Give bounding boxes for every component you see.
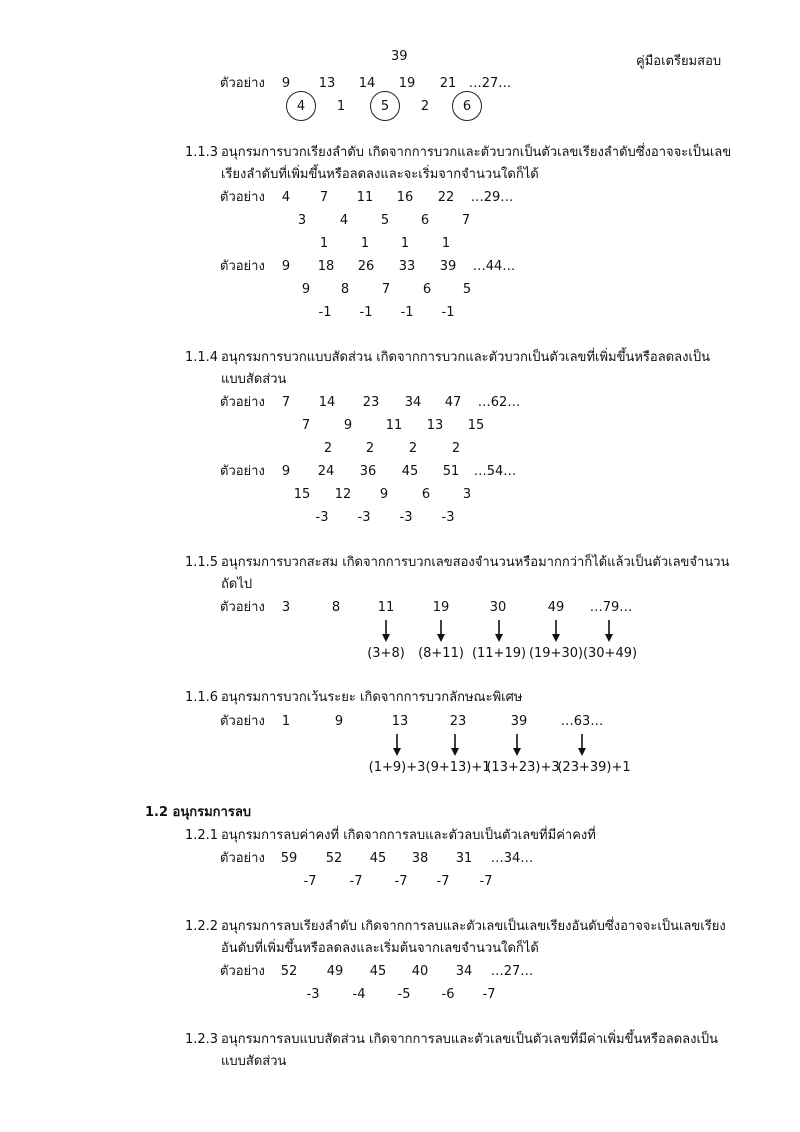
seq-number: 34 (455, 964, 473, 979)
seq-number: 14 (318, 395, 336, 410)
book-title: คู่มือเตรียมสอบ (636, 54, 722, 69)
diff-number: -1 (359, 305, 373, 320)
diff-number: 13 (426, 418, 444, 433)
seq-number: 40 (411, 964, 429, 979)
seq-number: …62… (477, 395, 521, 410)
seq-number: 18 (317, 259, 335, 274)
section-text: อนุกรมการบวกเรียงลำดับ เกิดจากการบวกและตัวบวกเป็นตัวเลขเรียงลำดับซึ่งอาจจะเป็นเลข (221, 145, 732, 160)
example-label: ตัวอย่าง (220, 464, 265, 479)
formula: (9+13)+1 (425, 760, 491, 775)
seq-number: …79… (589, 600, 633, 615)
diff-number: 1 (441, 236, 451, 251)
diff-number: 6 (422, 282, 432, 297)
example-label: ตัวอย่าง (220, 964, 265, 979)
seq-number: 13 (318, 76, 336, 91)
section-number: 1.1.5 (185, 555, 219, 570)
seq-number: 9 (281, 76, 291, 91)
section-text: อนุกรมการลบแบบสัดส่วน เกิดจากการลบและตัวเลขเป็นตัวเลขที่มีค่าเพิ่มขึ้นหรือลดลงเป็น (221, 1032, 719, 1047)
section-text: เรียงลำดับที่เพิ่มขึ้นหรือลดลงและจะเริ่มจากจำนวนใดก็ได้ (221, 167, 539, 182)
seq-number: 47 (444, 395, 462, 410)
example-label: ตัวอย่าง (220, 76, 265, 91)
diff-number: 5 (380, 99, 390, 114)
down-arrow-icon (450, 734, 460, 756)
seq-number: 11 (356, 190, 374, 205)
seq-number: 22 (437, 190, 455, 205)
seq-number: 7 (281, 395, 291, 410)
down-arrow-icon (604, 620, 614, 642)
seq-number: 45 (369, 851, 387, 866)
diff-number: 9 (379, 487, 389, 502)
seq-number: …27… (468, 76, 512, 91)
diff-number: -4 (352, 987, 366, 1002)
section-text: อนุกรมการลบเรียงลำดับ เกิดจากการลบและตัวเลขเป็นเลขเรียงอันดับซึ่งอาจจะเป็นเลขเรียง (221, 919, 726, 934)
seq-number: 24 (317, 464, 335, 479)
seq-number: …44… (472, 259, 516, 274)
example-label: ตัวอย่าง (220, 851, 265, 866)
diff-number: -3 (399, 510, 413, 525)
down-arrow-icon (577, 734, 587, 756)
formula: (1+9)+3 (368, 760, 426, 775)
seq-number: 38 (411, 851, 429, 866)
diff-number: -1 (318, 305, 332, 320)
diff-number: 2 (365, 441, 375, 456)
seq-number: 23 (449, 714, 467, 729)
seq-number: 34 (404, 395, 422, 410)
seq-number: 19 (398, 76, 416, 91)
diff-number: -7 (394, 874, 408, 889)
diff-number: 6 (421, 487, 431, 502)
seq-number: 30 (489, 600, 507, 615)
section-text: อนุกรมการบวกสะสม เกิดจากการบวกเลขสองจำนวนหรือมากกว่าก็ได้แล้วเป็นตัวเลขจำนวน (221, 555, 730, 570)
diff-number: 3 (297, 213, 307, 228)
down-arrow-icon (381, 620, 391, 642)
diff-number: 1 (400, 236, 410, 251)
section-text: อนุกรมการลบค่าคงที่ เกิดจากการลบและตัวลบเป็นตัวเลขที่มีค่าคงที่ (221, 828, 596, 843)
section-number: 1.2.3 (185, 1032, 219, 1047)
seq-number: …54… (473, 464, 517, 479)
seq-number: 33 (398, 259, 416, 274)
seq-number: 3 (281, 600, 291, 615)
example-label: ตัวอย่าง (220, 190, 265, 205)
section-text: แบบสัดส่วน (221, 372, 287, 387)
seq-number: …63… (560, 714, 604, 729)
seq-number: 49 (547, 600, 565, 615)
example-label: ตัวอย่าง (220, 395, 265, 410)
section-text: อนุกรมการบวกแบบสัดส่วน เกิดจากการบวกและตัวบวกเป็นตัวเลขที่เพิ่มขึ้นหรือลดลงเป็น (221, 350, 711, 365)
diff-number: 6 (420, 213, 430, 228)
diff-number: -5 (397, 987, 411, 1002)
example-label: ตัวอย่าง (220, 714, 265, 729)
diff-number: -7 (479, 874, 493, 889)
diff-number: -3 (306, 987, 320, 1002)
diff-number: 8 (340, 282, 350, 297)
diff-number: -7 (303, 874, 317, 889)
down-arrow-icon (551, 620, 561, 642)
seq-number: 45 (369, 964, 387, 979)
diff-number: 6 (462, 99, 472, 114)
diff-number: 12 (334, 487, 352, 502)
seq-number: 23 (362, 395, 380, 410)
seq-number: …34… (490, 851, 534, 866)
seq-number: 1 (281, 714, 291, 729)
seq-number: 13 (391, 714, 409, 729)
diff-number: 9 (343, 418, 353, 433)
diff-number: 4 (339, 213, 349, 228)
diff-number: 1 (336, 99, 346, 114)
diff-number: -1 (400, 305, 414, 320)
formula: (3+8) (367, 646, 405, 661)
section-number: 1.2.1 (185, 828, 219, 843)
seq-number: 39 (510, 714, 528, 729)
example-label: ตัวอย่าง (220, 600, 265, 615)
diff-number: -7 (349, 874, 363, 889)
diff-number: -3 (315, 510, 329, 525)
seq-number: 31 (455, 851, 473, 866)
formula: (30+49) (582, 646, 638, 661)
diff-number: -3 (441, 510, 455, 525)
down-arrow-icon (494, 620, 504, 642)
formula: (8+11) (418, 646, 464, 661)
formula: (13+23)+3 (486, 760, 560, 775)
section-number: 1.2.2 (185, 919, 219, 934)
diff-number: 2 (451, 441, 461, 456)
diff-number: 11 (385, 418, 403, 433)
diff-number: -7 (436, 874, 450, 889)
example-label: ตัวอย่าง (220, 259, 265, 274)
section-number: 1.1.4 (185, 350, 219, 365)
diff-number: -3 (357, 510, 371, 525)
seq-number: 8 (331, 600, 341, 615)
diff-number: 9 (301, 282, 311, 297)
seq-number: 49 (326, 964, 344, 979)
seq-number: 16 (396, 190, 414, 205)
seq-number: …29… (470, 190, 514, 205)
seq-number: 7 (319, 190, 329, 205)
seq-number: 19 (432, 600, 450, 615)
seq-number: 59 (280, 851, 298, 866)
section-text: แบบสัดส่วน (221, 1054, 287, 1069)
section-number: 1.1.3 (185, 145, 219, 160)
seq-number: 21 (439, 76, 457, 91)
section-heading: 1.2 อนุกรมการลบ (145, 805, 252, 820)
diff-number: 7 (381, 282, 391, 297)
diff-number: 2 (408, 441, 418, 456)
diff-number: 5 (380, 213, 390, 228)
diff-number: 15 (467, 418, 485, 433)
seq-number: …27… (490, 964, 534, 979)
seq-number: 26 (357, 259, 375, 274)
diff-number: -1 (441, 305, 455, 320)
section-text: ถัดไป (221, 577, 253, 592)
diff-number: 2 (420, 99, 430, 114)
formula: (11+19) (471, 646, 527, 661)
section-number: 1.1.6 (185, 690, 219, 705)
diff-number: 7 (461, 213, 471, 228)
seq-number: 45 (401, 464, 419, 479)
seq-number: 52 (325, 851, 343, 866)
section-text: อนุกรมการบวกเว้นระยะ เกิดจากการบวกลักษณะพิเศษ (221, 690, 523, 705)
diff-number: 1 (319, 236, 329, 251)
diff-number: 5 (462, 282, 472, 297)
diff-number: 1 (360, 236, 370, 251)
seq-number: 4 (281, 190, 291, 205)
down-arrow-icon (512, 734, 522, 756)
diff-number: 15 (293, 487, 311, 502)
seq-number: 14 (358, 76, 376, 91)
seq-number: 36 (359, 464, 377, 479)
diff-number: 3 (462, 487, 472, 502)
diff-number: 2 (323, 441, 333, 456)
diff-number: -7 (482, 987, 496, 1002)
diff-number: 7 (301, 418, 311, 433)
diff-number: -6 (441, 987, 455, 1002)
section-text: อันดับที่เพิ่มขึ้นหรือลดลงและเริ่มต้นจากเลขจำนวนใดก็ได้ (221, 941, 539, 956)
formula: (23+39)+1 (557, 760, 631, 775)
seq-number: 52 (280, 964, 298, 979)
seq-number: 9 (281, 259, 291, 274)
seq-number: 39 (439, 259, 457, 274)
seq-number: 11 (377, 600, 395, 615)
formula: (19+30) (528, 646, 584, 661)
diff-number: 4 (296, 99, 306, 114)
seq-number: 9 (281, 464, 291, 479)
page-number: 39 (391, 49, 408, 64)
seq-number: 9 (334, 714, 344, 729)
down-arrow-icon (436, 620, 446, 642)
down-arrow-icon (392, 734, 402, 756)
seq-number: 51 (442, 464, 460, 479)
